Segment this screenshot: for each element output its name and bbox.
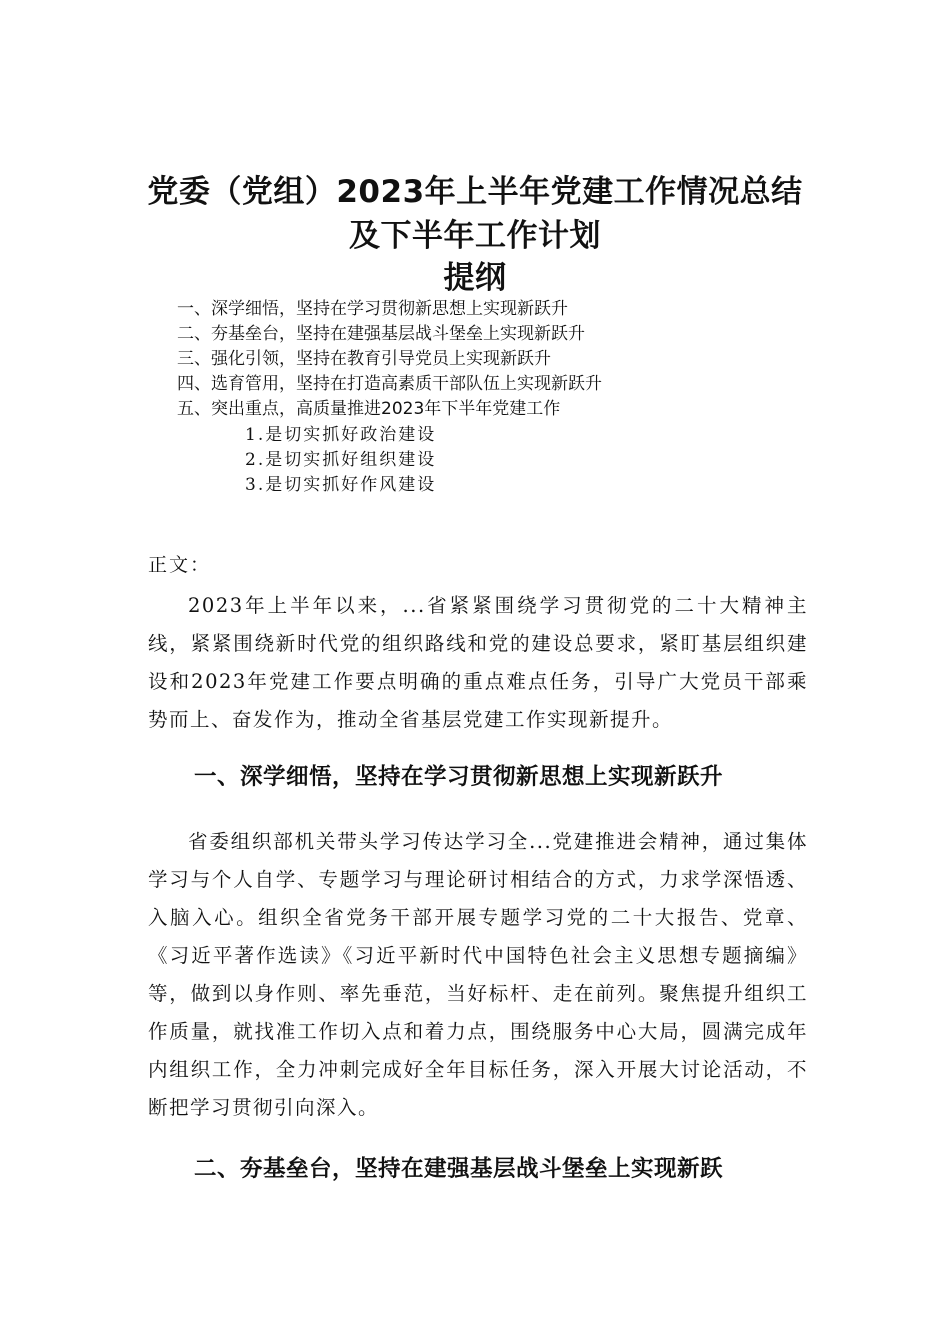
outline-item: 一、深学细悟，坚持在学习贯彻新思想上实现新跃升 [177,299,568,319]
sub-outline-item: 2.是切实抓好组织建设 [245,450,437,470]
sub-outline-list [245,423,436,498]
section-2-heading: 二、夯基垒台，坚持在建强基层战斗堡垒上实现新跃 [194,1156,724,1182]
section-1-paragraph: 省委组织部机关带头学习传达学习全...党建推进会精神，通过集体学习与个人自学、专题学习与理论研讨相结合的方式，力求学深悟透、入脑入心。组织全省党务干部开展专题学习党的二十大报告、党章、《习近平著作选读》《习近平新时代中国特色社会主义思想专题摘编》等，做到以身作则、率先垂范，当好标杆、走在前列。聚焦提升组织工作质量，就找准工作切入点和着力点，围绕服务中心大局，圆满完成年内组织工作，全力冲刺完成好全年目标任务，深入开展大讨论活动，不断把学习贯彻引向深入。 [148,830,808,1119]
outline-item: 五、突出重点，高质量推进2023年下半年党建工作 [177,399,561,419]
outline-item: 四、选育管用，坚持在打造高素质干部队伍上实现新跃升 [177,374,602,394]
document-title-line-1: 党委（党组）2023年上半年党建工作情况总结 [147,174,803,210]
outline-item: 三、强化引领，坚持在教育引导党员上实现新跃升 [177,349,551,369]
sub-outline-item: 1.是切实抓好政治建设 [245,425,437,445]
outline-list [177,297,602,422]
outline-item: 二、夯基垒台，坚持在建强基层战斗堡垒上实现新跃升 [177,324,585,344]
body-label: 正文： [148,554,212,576]
sub-outline-item: 3.是切实抓好作风建设 [245,475,437,495]
document-title-line-2: 及下半年工作计划 [349,218,601,254]
section-1-heading: 一、深学细悟，坚持在学习贯彻新思想上实现新跃升 [194,764,724,790]
intro-paragraph: 2023年上半年以来，...省紧紧围绕学习贯彻党的二十大精神主线，紧紧围绕新时代党的组织路线和党的建设总要求，紧盯基层组织建设和2023年党建工作要点明确的重点难点任务，引导广大党员干部乘势而上、奋发作为，推动全省基层党建工作实现新提升。 [148,594,808,731]
document-title-line-3: 提纲 [443,260,507,296]
